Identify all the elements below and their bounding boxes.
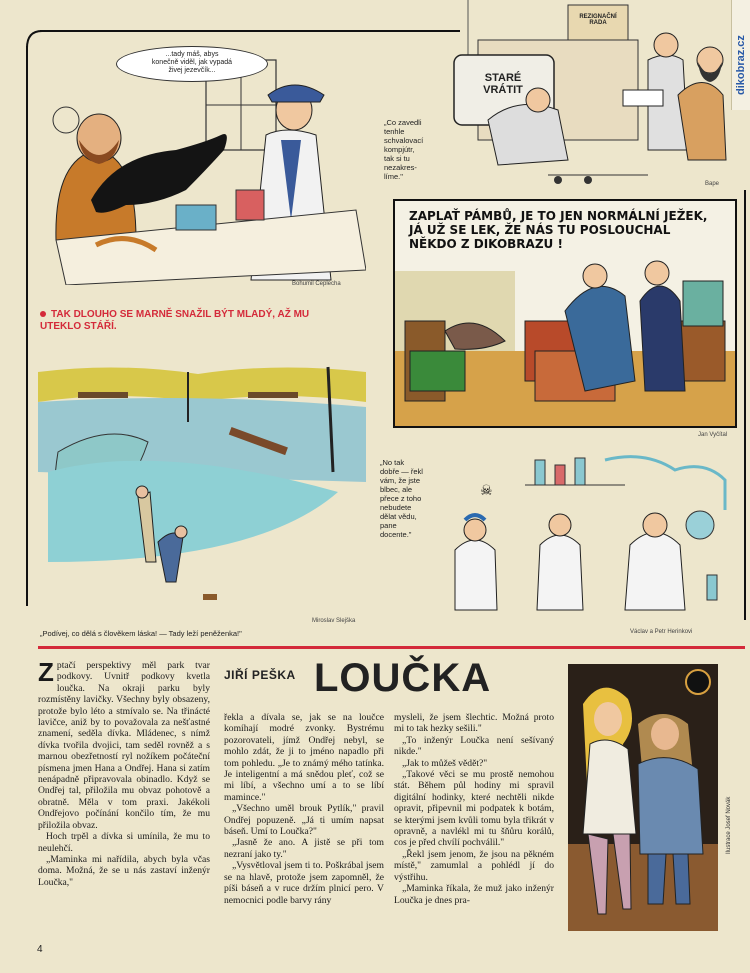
- caption-line: líme.": [384, 172, 403, 181]
- story-paragraph: mysleli, že jsem šlechtic. Možná proto mi to tak hezky sešili.": [394, 712, 554, 735]
- caption-line: „No tak: [380, 458, 405, 467]
- cartoon-dachshund: [36, 40, 366, 285]
- story-paragraph: Hoch trpěl a dívka si umínila, že mu to neulehčí.: [38, 831, 210, 854]
- bullet-icon: [40, 311, 46, 317]
- cartoon2-caption: [384, 118, 423, 181]
- story-illustration: [568, 664, 732, 931]
- caption-line: docente.": [380, 530, 412, 539]
- cartoon2-sign-line: REZIGNAČNÍ: [579, 14, 617, 20]
- story-paragraph: „Maminka mi nařídila, abych byla včas doma. Možná, že se u nás zastaví inženýr Loučka,": [38, 853, 210, 888]
- cartoon-park: [38, 362, 366, 614]
- caption-line: tak si tu: [384, 154, 410, 163]
- cartoon1-author: Bohumil Ceplecha: [292, 281, 341, 287]
- story-illustration-drawing: [568, 664, 718, 931]
- cartoon2-box-line: VRÁTIT: [483, 84, 523, 96]
- tagline: [40, 309, 309, 333]
- cartoon-hedgehog: [393, 199, 737, 428]
- cartoon2-box-label: [476, 72, 530, 96]
- caption-line: nezakres-: [384, 163, 417, 172]
- cartoon1-speech-line: konečně viděl, jak vypadá: [151, 59, 233, 66]
- tagline-line: TAK DLOUHO SE MARNĚ SNAŽIL BÝT MLADÝ, AŽ MU: [51, 309, 310, 320]
- watermark-text: dikobraz.cz: [735, 35, 747, 95]
- cartoon3-speech-line: NĚKDO Z DIKOBRAZU !: [409, 237, 563, 251]
- cartoon-lab: [445, 450, 735, 622]
- frame-top-left-line: [40, 30, 460, 32]
- caption-line: přece z toho: [380, 494, 422, 503]
- story-dropcap: Z: [38, 657, 54, 687]
- cartoon-computer: [448, 0, 730, 190]
- cartoon3-author: Jan Vyčítal: [698, 432, 728, 438]
- frame-right-line: [744, 190, 746, 620]
- story-paragraph: „To inženýr Loučka není sešívaný nikde.": [394, 734, 554, 758]
- cartoon1-speech: [134, 51, 250, 75]
- cartoon4-caption: „Podívej, co dělá s člověkem láska! — Tady leží peněženka!": [40, 629, 242, 638]
- caption-line: schvalovací: [384, 136, 424, 145]
- caption-line: „Co zavedli: [384, 118, 422, 127]
- cartoon1-speech-line: živej jezevčík...: [168, 67, 216, 74]
- caption-line: vám, že jste: [380, 476, 421, 485]
- cartoon4-author: Miroslav Slejška: [312, 618, 356, 624]
- story-author: JIŘÍ PEŠKA: [224, 668, 296, 682]
- page-number: 4: [37, 944, 43, 955]
- cartoon5-author: Václav a Petr Herinkovi: [630, 629, 693, 635]
- watermark-badge: [731, 0, 750, 110]
- story-paragraph: „Takové věci se mu prostě nemohou stát. Během půl hodiny mi spravil digitální hodinky, které nechtěli nikde opravit, připevnil mi podpatek k botám, se kterými jsem kvůli tomu byla třikrát v opravně, a navlékl mi tu šňůru korálů, cos je před chvílí pochválil.": [394, 769, 554, 849]
- caption-line: blbec, ale: [380, 485, 413, 494]
- cartoon2-box-line: STARÉ: [484, 72, 522, 84]
- caption-line: pane: [380, 521, 397, 530]
- section-divider: [38, 646, 745, 649]
- story-paragraph: „Vysvětloval jsem ti to. Poškrábal jsem se na hlavě, protože jsem zapomněl, že píši báseň a v ruce držím plnicí pero. V nemocnici podle barvy rány: [224, 860, 384, 906]
- cartoon3-speech: [409, 209, 707, 251]
- caption-line: dělat vědu,: [380, 512, 417, 521]
- caption-line: kompjútr,: [384, 145, 415, 154]
- illustration-credit-text: Ilustrace Josef Novák: [726, 796, 732, 854]
- caption-line: tenhle: [384, 127, 405, 136]
- tagline-line: UTEKLO STÁŘÍ.: [40, 321, 117, 332]
- frame-left-line: [26, 46, 28, 606]
- caption-line: nebudete: [380, 503, 412, 512]
- story-column-2: [224, 712, 384, 906]
- cartoon2-author: Bape: [705, 181, 720, 187]
- skull-icon: ☠: [480, 483, 493, 499]
- cartoon5-caption: [380, 458, 423, 539]
- story-paragraph: řekla a dívala se, jak se na loučce komíhají modré zvonky. Bystrému pozorovateli, jímž Ondřej nebyl, se mohlo zdát, že ji to jméno napadlo při tom pohledu. „Je to známý mého tatínka. Je inteligentní a má snědou pleť, což se mi líbí, a všechno umí a to se líbí mamince.": [224, 712, 384, 803]
- story-paragraph: ptačí perspektivy měl park tvar podkovy. Uvnitř podkovy kvetla loučka. Na okraji parku byly rozmístěny lavičky. Všechny byly obsazeny, protože bylo léto a stmívalo se. Na třinácté lavičce, aniž by to považovala za nešťastné znamení, seděla dívka. Mládenec, s nímž dívka tvořila dvojici, tam seděl rovněž a s marnou obezřetností ryl nožíkem počáteční písmena jmen Hana a Ondřej. Hana si zatím nenápadně připravovala obinadlo. Když se Ondřej tal, přiložila mu obvaz pohotově a obratně. Měla v tom praxi. Jakékoli Ondřejovo počínání končilo tím, že mu přiložila obvaz.: [38, 660, 210, 831]
- caption-line: dobře — řekl: [380, 467, 423, 476]
- illustration-credit: [726, 797, 732, 854]
- story-column-1: [38, 657, 210, 888]
- story-paragraph: „Všechno uměl brouk Pytlík," pravil Ondřej popuzeně. „Já ti umím napsat báseň. Umí to Loučka?": [224, 803, 384, 838]
- cartoon1-speech-line: ...tady máš, abys: [165, 51, 219, 58]
- story-title: LOUČKA: [314, 656, 492, 700]
- cartoon2-sign-line: RADA: [589, 20, 607, 26]
- cartoon3-speech-line: ZAPLAŤ PÁMBŮ, JE TO JEN NORMÁLNÍ JEŽEK,: [409, 209, 708, 223]
- story-paragraph: „Jak to můžeš vědět?": [402, 757, 488, 769]
- cartoon-lab-drawing: [445, 450, 735, 622]
- story-paragraph: „Maminka říkala, že muž jako inženýr Loučka je dnes pra-: [394, 883, 554, 906]
- cartoon-park-drawing: [38, 362, 366, 614]
- cartoon2-rada-sign: [574, 14, 622, 26]
- story-paragraph: „Řekl jsem jenom, že jsou na pěkném místě," zamumlal a pohlédl jí do výstřihu.: [394, 848, 554, 883]
- story-paragraph: „Jasně že ano. A jistě se při tom nezraní jako ty.": [224, 837, 384, 860]
- story-column-3: [394, 712, 554, 906]
- cartoon3-speech-line: JÁ UŽ SE LEK, ŽE NÁS TU POSLOUCHAL: [409, 223, 671, 237]
